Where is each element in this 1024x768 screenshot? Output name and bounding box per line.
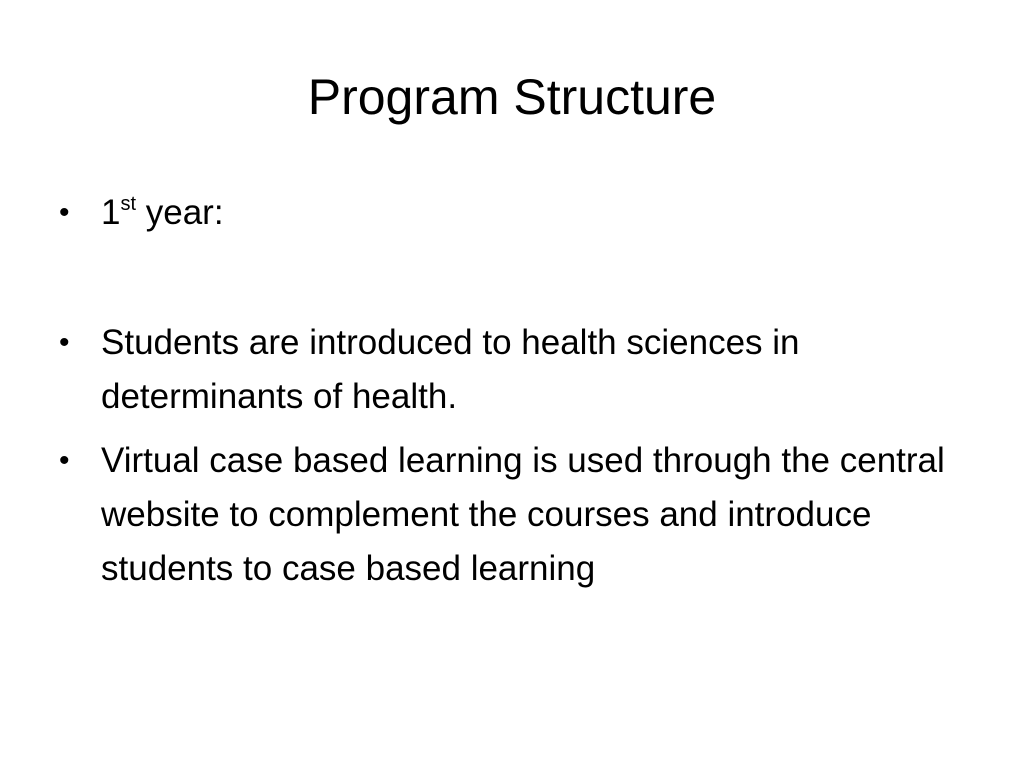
bullet-item-intro xyxy=(56,316,956,424)
year-number: 1 xyxy=(101,193,121,232)
bullet-text: Virtual case based learning is used through the central website to complement the courses and introduce students to case based learning xyxy=(101,441,945,588)
bullet-icon: • xyxy=(59,196,70,229)
year-label: year: xyxy=(136,193,224,232)
bullet-icon: • xyxy=(59,326,70,359)
bullet-item-year xyxy=(56,186,956,240)
bullet-icon: • xyxy=(59,444,70,477)
bullet-list xyxy=(56,186,956,596)
slide-title: Program Structure xyxy=(307,69,717,125)
bullet-text: Students are introduced to health sciences in determinants of health. xyxy=(101,323,800,416)
year-ordinal-suffix: st xyxy=(120,193,137,216)
bullet-item-virtual-learning xyxy=(56,434,956,596)
